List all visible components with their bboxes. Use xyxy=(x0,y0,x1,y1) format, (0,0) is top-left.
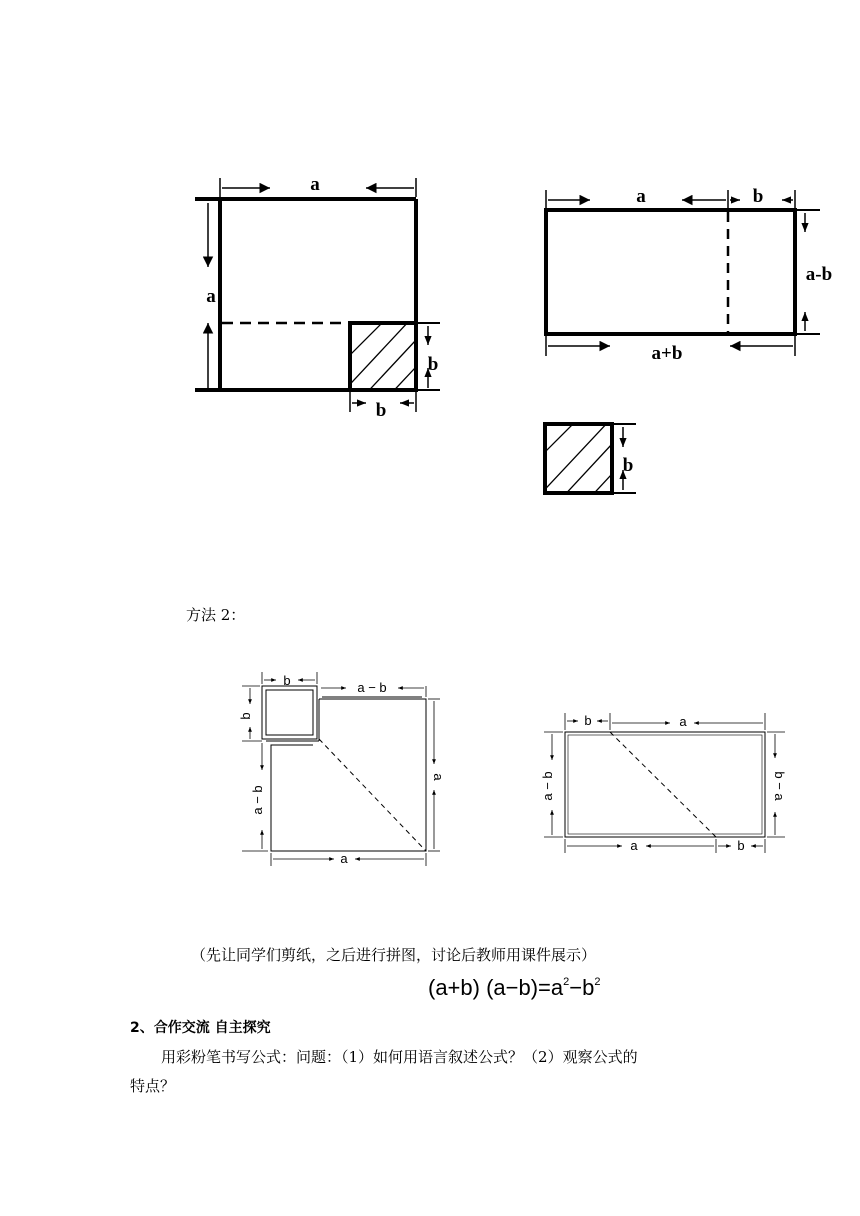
figure-5-method2-rectangle xyxy=(540,713,787,853)
paragraph-line-2: 特点？ xyxy=(130,1077,176,1095)
fig3-label-right: b xyxy=(622,455,634,476)
fig4-label-bottom-a: a xyxy=(340,851,348,866)
fig2-label-bottom: a+b xyxy=(651,343,683,364)
fig2-label-top-a: a xyxy=(636,186,646,207)
difference-of-squares-formula xyxy=(428,975,600,1001)
figure-3-small-square xyxy=(535,412,636,503)
fig4-label-left-b: b xyxy=(238,712,253,720)
fig1-label-bottom: b xyxy=(375,400,387,421)
paragraph-line-1: 用彩粉笔书写公式：问题：（1）如何用语言叙述公式？（2）观察公式的 xyxy=(161,1048,638,1066)
formula-exponent-1: 2 xyxy=(563,976,570,988)
activity-note: （先让同学们剪纸，之后进行拼图，讨论后教师用课件展示） xyxy=(191,946,597,964)
formula-exponent-2: 2 xyxy=(594,976,601,988)
fig5-label-top-b: b xyxy=(584,713,592,728)
fig5-label-right-bma: b − a xyxy=(772,771,787,801)
fig5-label-left-amb: a − b xyxy=(540,771,555,801)
figure-2-rectangle xyxy=(546,186,832,364)
fig4-label-right-a: a xyxy=(431,773,446,781)
figure-1-square xyxy=(195,174,440,421)
method-2-label: 方法 2： xyxy=(186,606,246,624)
figure-4-method2-square xyxy=(238,672,446,866)
fig4-label-top-amb: a − b xyxy=(357,680,387,695)
section-2-heading: 2、合作交流 自主探究 xyxy=(130,1020,271,1036)
fig1-label-left: a xyxy=(206,286,216,307)
fig4-label-left-amb: a − b xyxy=(250,785,265,815)
fig1-label-top: a xyxy=(310,174,320,195)
fig5-label-bottom-b: b xyxy=(737,838,745,853)
fig5-label-bottom-a: a xyxy=(630,838,638,853)
formula-lhs: (a+b) (a−b)=a xyxy=(428,975,564,1000)
fig4-label-top-b: b xyxy=(283,673,291,688)
formula-mid: −b xyxy=(569,975,595,1000)
fig2-label-top-b: b xyxy=(752,186,764,207)
fig5-label-top-a: a xyxy=(679,714,687,729)
fig1-label-right: b xyxy=(427,354,439,375)
fig2-label-right: a-b xyxy=(805,264,833,285)
